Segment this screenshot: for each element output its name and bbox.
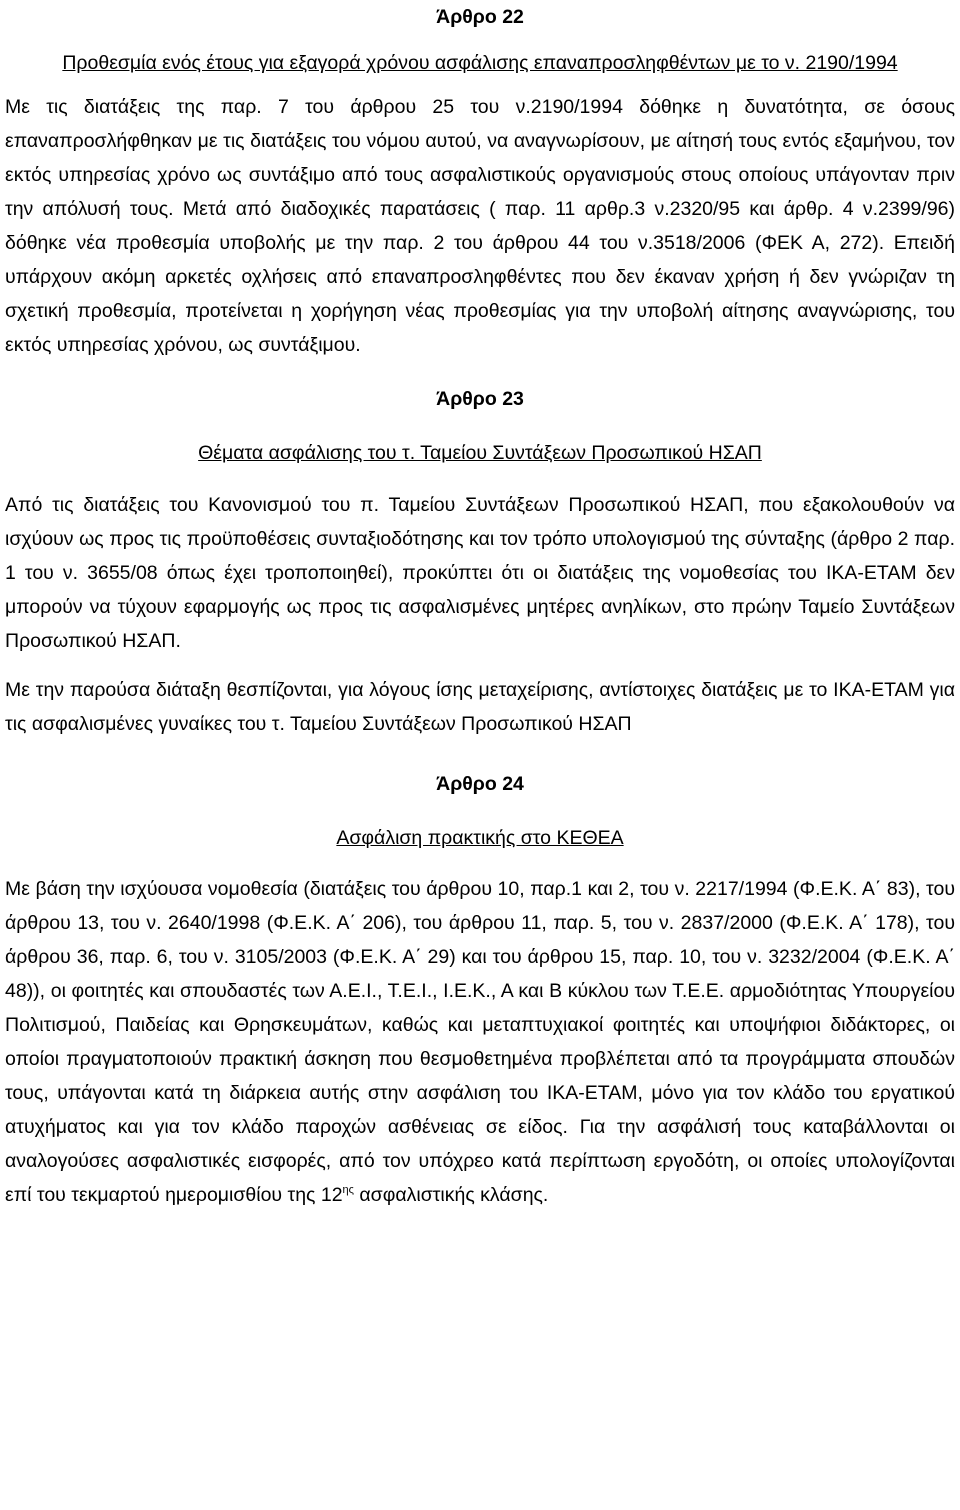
article-22-paragraph: Με τις διατάξεις της παρ. 7 του άρθρου 25 του ν.2190/1994 δόθηκε η δυνατότητα, σε όσους επαναπροσλήφθηκαν με τις διατάξεις του νόμου αυτού, να αναγνωρίσουν, με αίτησή τους εντός εξαμήνου, τον εκτός υπηρεσίας χρόνο ως συντάξιμο από τους ασφαλιστικούς οργανισμούς στους οποίους υπάγονταν πριν την απόλυσή τους. Μετά από διαδοχικές παρατάσεις ( παρ. 11 αρθρ.3 ν.2320/95 και άρθρ. 4 ν.2399/96) δόθηκε νέα προθεσμία υποβολής με την παρ. 2 του άρθρου 44 του ν.3518/2006 (ΦΕΚ Α, 272). Επειδή υπάρχουν ακόμη αρκετές οχλήσεις από επαναπροσληφθέντες που δεν έκαναν χρήση ή δεν γνώριζαν τη σχετική προθεσμία, προτείνεται η χορήγηση νέας προθεσμίας για την υποβολή αίτησης αναγνώρισης, του εκτός υπηρεσίας χρόνου, ως συντάξιμου. xyxy=(5,96,955,356)
article-22-heading: Άρθρο 22 xyxy=(436,6,524,28)
article-24-paragraph-main: Με βάση την ισχύουσα νομοθεσία (διατάξεις του άρθρου 10, παρ.1 και 2, του ν. 2217/1994 (Φ.Ε.Κ. Α΄ 83), του άρθρου 13, του ν. 2640/1998 (Φ.Ε.Κ. Α΄ 206), του άρθρου 11, παρ. 5, του ν. 2837/2000 (Φ.Ε.Κ. Α΄ 178), του άρθρου 36, παρ. 6, του ν. 3105/2003 (Φ.Ε.Κ. Α΄ 29) και του άρθρου 15, παρ. 10, του ν. 3232/2004 (Φ.Ε.Κ. Α΄ 48)), οι φοιτητές και σπουδαστές των Α.Ε.Ι., Τ.Ε.Ι., Ι.Ε.Κ., Α και Β κύκλου των Τ.Ε.Ε. αρμοδιότητας Υπουργείου Πολιτισμού, Παιδείας και Θρησκευμάτων, καθώς και μεταπτυχιακοί φοιτητές και υποψήφιοι διδάκτορες, οι οποίοι πραγματοποιούν πρακτική άσκηση που θεσμοθετημένα προβλέπεται από τα προγράμματα σπουδών τους, υπάγονται κατά τη διάρκεια αυτής στην ασφάλιση του ΙΚΑ-ΕΤΑΜ, μόνο για τον κλάδο του εργατικού ατυχήματος και για τον κλάδο παροχών ασθένειας σε είδος. Για την ασφάλισή τους καταβάλλονται οι αναλογούσες ασφαλιστικές εισφορές, από τον υπόχρεο κατά περίπτωση εργοδότη, οι οποίες υπολογίζονται επί του τεκμαρτού ημερομισθίου της 12 xyxy=(5,878,955,1206)
article-24-title: Ασφάλιση πρακτικής στο ΚΕΘΕΑ xyxy=(336,827,624,849)
article-24-paragraph-end: ασφαλιστικής κλάσης. xyxy=(353,1184,549,1206)
article-23-heading: Άρθρο 23 xyxy=(436,388,524,410)
article-22-title: Προθεσμία ενός έτους για εξαγορά χρόνου ασφάλισης επαναπροσληφθέντων με το ν. 2190/1994 xyxy=(62,52,898,74)
article-24-superscript: ης xyxy=(342,1184,354,1196)
article-23-title: Θέματα ασφάλισης του τ. Ταμείου Συντάξεων Προσωπικού ΗΣΑΠ xyxy=(198,442,762,464)
article-24-heading: Άρθρο 24 xyxy=(436,773,524,795)
article-23-paragraph-1: Από τις διατάξεις του Κανονισμού του π. Ταμείου Συντάξεων Προσωπικού ΗΣΑΠ, που εξακολουθούν να ισχύουν ως προς τις προϋποθέσεις συνταξιοδότησης και τον τρόπο υπολογισμού της σύνταξης (άρθρο 2 παρ. 1 του ν. 3655/08 όπως έχει τροποποιηθεί), προκύπτει ότι οι διατάξεις της νομοθεσίας του ΙΚΑ-ΕΤΑΜ δεν μπορούν να τύχουν εφαρμογής ως προς τις ασφαλισμένες μητέρες ανηλίκων, στο πρώην Ταμείο Συντάξεων Προσωπικού ΗΣΑΠ. xyxy=(5,494,955,652)
article-23-paragraph-2: Με την παρούσα διάταξη θεσπίζονται, για λόγους ίσης μεταχείρισης, αντίστοιχες διατάξεις με το ΙΚΑ-ΕΤΑΜ για τις ασφαλισμένες γυναίκες του τ. Ταμείου Συντάξεων Προσωπικού ΗΣΑΠ xyxy=(5,679,955,735)
article-24-paragraph xyxy=(5,872,955,1212)
